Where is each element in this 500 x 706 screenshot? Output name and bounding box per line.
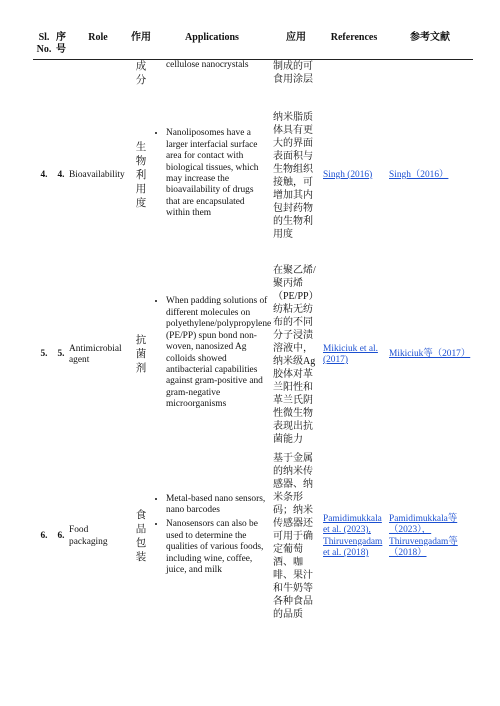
reference-zh-link[interactable]: Pamidimukkala等（2023），Thiruvengadam等（2018） [389,513,458,558]
header-references: References [321,30,387,60]
table-row [33,451,473,623]
reference-zh-cell [387,451,473,623]
reference-link[interactable]: Pamidimukkala et al. (2023), Thiruvengadam et al. (2018) [323,513,383,558]
role-cell: Bioavailability [69,169,125,180]
header-seq: 序号 [55,30,67,60]
reference-link[interactable]: Singh (2016) [323,169,373,180]
role-cell: Antimicrobial agent [69,343,122,365]
application-item: • Nanosensors can also be used to determine the qualities of various foods, including wine, coffee, juice, and milk [166,519,269,576]
data-table-container [33,30,473,623]
table-row [33,92,473,260]
reference-zh-cell [387,260,473,451]
applications-cell [153,260,271,451]
role-cell: Food packaging [69,525,108,547]
header-role: Role [67,30,129,60]
header-sl-no: Sl. No. [33,30,55,60]
application-zh-cell: 基于金属的纳米传感器、纳米条形码；纳米传感器还可用于确定葡萄酒、咖啡、果汁和牛奶等各种食品的品质 [273,453,313,620]
reference-zh-link[interactable]: Singh（2016） [389,169,449,180]
application-cell: cellulose nanocrystals [166,60,249,70]
applications-cell [153,451,271,623]
table-row-continuation [33,60,473,92]
role-zh-cell: 生物利用度 [135,141,147,209]
application-zh-cell: 纳米脂质体具有更大的界面表面积与生物组织接触，可增加其内包封药物的生物利用度 [273,111,313,240]
application-zh-cell: 制成的可食用涂层 [273,61,313,85]
reference-link[interactable]: Mikiciuk et al. (2017) [323,343,378,365]
role-zh-cell: 食品包装 [135,509,147,563]
row-seq: 5. [57,349,65,360]
row-seq: 4. [57,169,65,180]
table-header-row [33,30,473,60]
reference-cell [321,451,387,623]
header-applications-zh: 应用 [271,30,321,60]
row-seq: 6. [57,530,65,541]
reference-cell [321,92,387,260]
applications-cell [153,92,271,260]
row-number: 4. [40,169,48,180]
header-role-zh: 作用 [129,30,153,60]
application-item: • When padding solutions of different molecules on polyethylene/polypropylene (PE/PP) spun bond non-woven, nanosized Ag colloids showed antibacterial capabilities against gram-positive and gram-negative microorganisms [166,296,269,410]
application-item: • Nanoliposomes have a larger interfacial surface area for contact with biological tissues, which may increase the bioavailability of drugs that are encapsulated within them [166,128,269,219]
reference-zh-link[interactable]: Mikiciuk等（2017） [389,349,471,360]
role-zh-cell: 成分 [135,61,147,86]
role-zh-cell: 抗菌剂 [135,335,147,374]
reference-cell [321,260,387,451]
header-references-zh: 参考文献 [387,30,473,60]
header-applications: Applications [153,30,271,60]
row-number: 5. [40,349,48,360]
table-row [33,260,473,451]
row-number: 6. [40,530,48,541]
application-zh-cell: 在聚乙烯/聚丙烯（PE/PP）纺粘无纺布的不同分子浸渍溶液中，纳米级Ag胶体对革兰阳性和革兰氏阴性微生物表现出抗菌能力 [273,265,319,445]
application-item: • Metal-based nano sensors, nano barcodes [166,494,269,517]
roles-applications-table [33,30,473,623]
reference-zh-cell [387,92,473,260]
